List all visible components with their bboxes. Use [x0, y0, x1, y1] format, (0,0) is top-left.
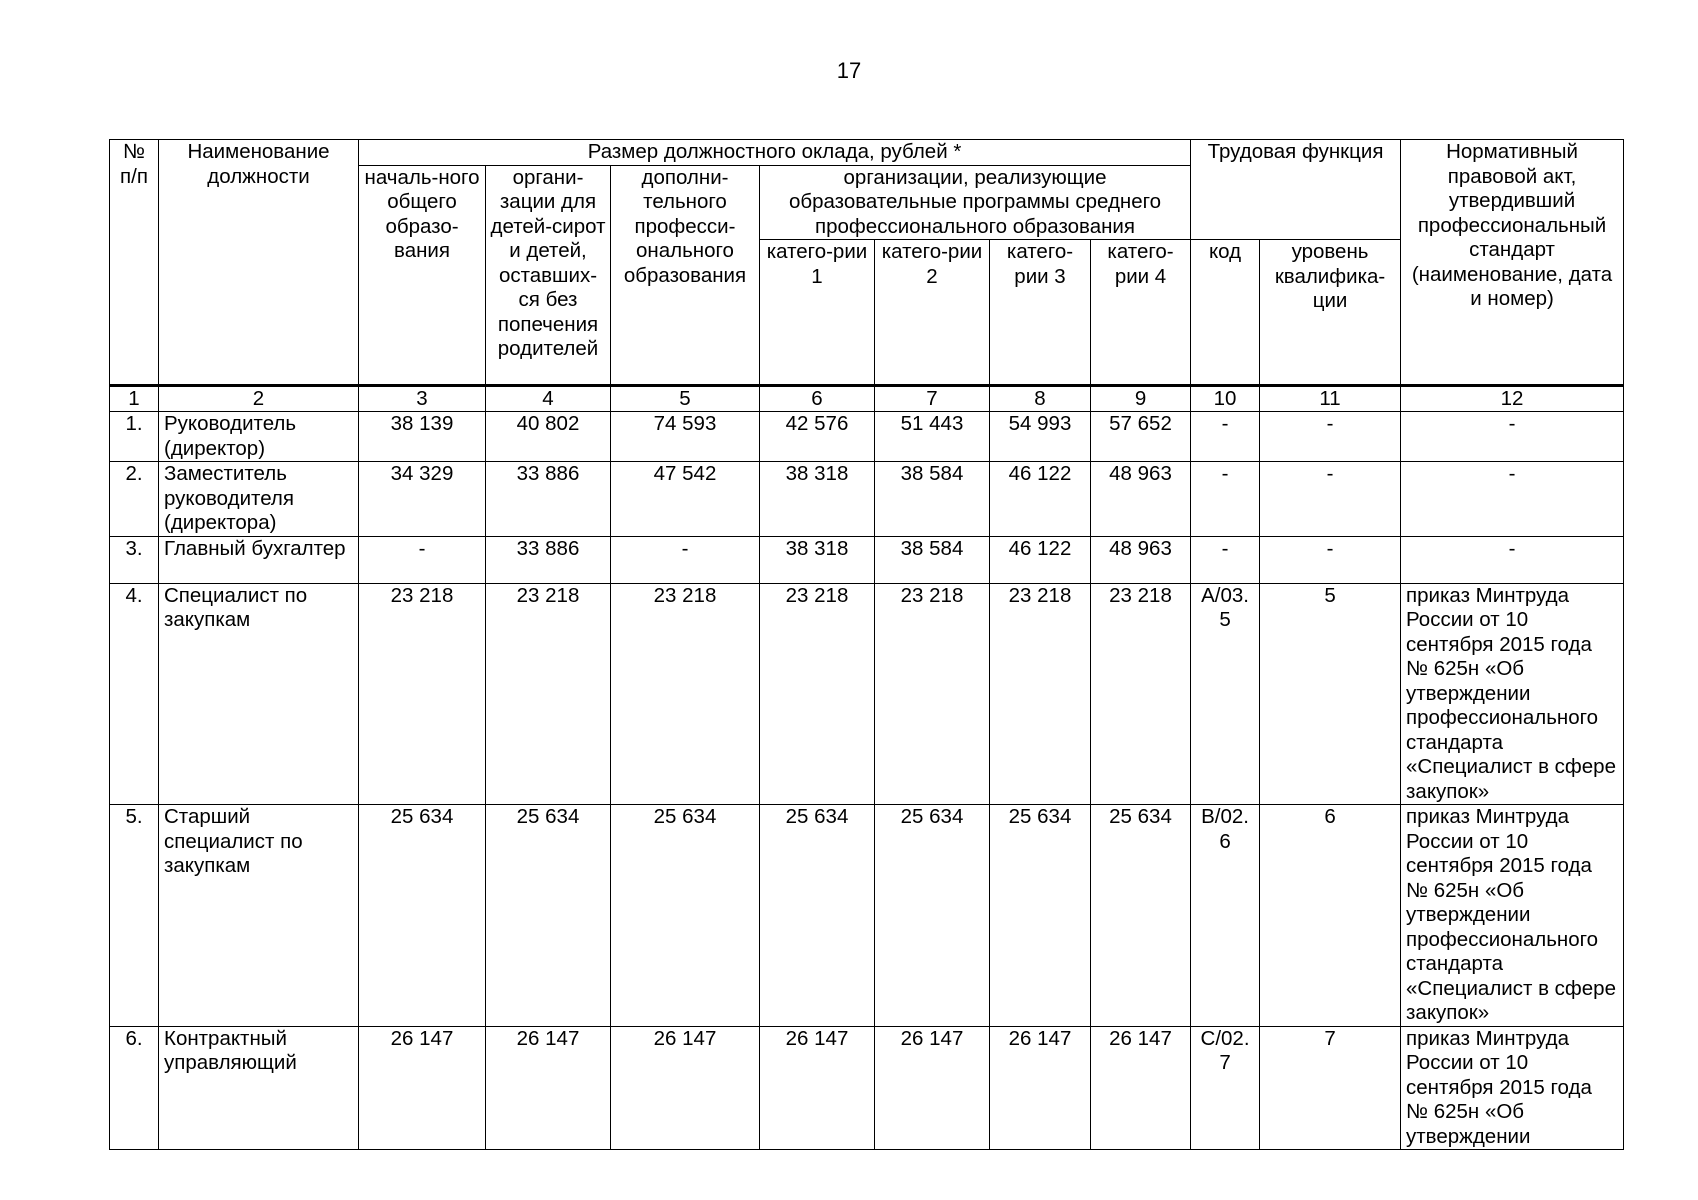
header-category-4: катего-рии 4	[1091, 240, 1191, 386]
column-number-row	[110, 386, 1624, 412]
page-number: 17	[836, 58, 862, 83]
salary-cell: 23 218	[486, 583, 611, 805]
header-num: № п/п	[110, 140, 159, 386]
header-normative-act: Нормативный правовой акт, утвердивший профессиональный стандарт (наименование, дата и номер)	[1401, 140, 1624, 386]
position-name: Контрактный управляющий	[159, 1026, 359, 1150]
qualification-level: -	[1260, 462, 1401, 537]
table-row	[110, 536, 1624, 583]
table-row	[110, 583, 1624, 805]
salary-cell: 23 218	[611, 583, 760, 805]
column-number: 9	[1091, 386, 1191, 412]
position-name: Руководитель (директор)	[159, 412, 359, 462]
salary-cell: 34 329	[359, 462, 486, 537]
salary-cell: -	[611, 536, 760, 583]
column-number: 7	[875, 386, 990, 412]
column-number: 2	[159, 386, 359, 412]
normative-act: -	[1401, 462, 1624, 537]
header-category-2: катего-рии 2	[875, 240, 990, 386]
salary-cell: 48 963	[1091, 536, 1191, 583]
salary-cell: 54 993	[990, 412, 1091, 462]
salary-cell: 38 584	[875, 536, 990, 583]
header-salary-group: Размер должностного оклада, рублей *	[359, 140, 1191, 166]
position-name: Старший специалист по закупкам	[159, 805, 359, 1027]
row-number: 1.	[110, 412, 159, 462]
position-name: Главный бухгалтер	[159, 536, 359, 583]
salary-cell: 26 147	[760, 1026, 875, 1150]
salary-cell: 38 139	[359, 412, 486, 462]
salary-cell: 25 634	[359, 805, 486, 1027]
column-number: 5	[611, 386, 760, 412]
function-code: -	[1191, 462, 1260, 537]
salary-cell: 26 147	[1091, 1026, 1191, 1150]
row-number: 4.	[110, 583, 159, 805]
salary-cell: 25 634	[760, 805, 875, 1027]
column-number: 1	[110, 386, 159, 412]
salary-cell: 38 318	[760, 536, 875, 583]
salary-cell: 23 218	[359, 583, 486, 805]
header-category-3: катего-рии 3	[990, 240, 1091, 386]
position-name: Заместитель руководителя (директора)	[159, 462, 359, 537]
salary-cell: 38 318	[760, 462, 875, 537]
salary-cell: 42 576	[760, 412, 875, 462]
salary-cell: 46 122	[990, 462, 1091, 537]
qualification-level: 6	[1260, 805, 1401, 1027]
salary-cell: 23 218	[1091, 583, 1191, 805]
qualification-level: 5	[1260, 583, 1401, 805]
table-row	[110, 412, 1624, 462]
salary-cell: 26 147	[486, 1026, 611, 1150]
normative-act: приказ Минтруда России от 10 сентября 2015 года № 625н «Об утверждении профессионального стандарта «Специалист в сфере закупок»	[1401, 805, 1624, 1027]
column-number: 11	[1260, 386, 1401, 412]
salary-cell: 25 634	[611, 805, 760, 1027]
table-row	[110, 462, 1624, 537]
salary-cell: 26 147	[359, 1026, 486, 1150]
qualification-level: -	[1260, 412, 1401, 462]
row-number: 5.	[110, 805, 159, 1027]
salary-table	[109, 139, 1624, 1150]
salary-cell: 26 147	[990, 1026, 1091, 1150]
header-orphans: органи-зации для детей-сирот и детей, оставших-ся без попечения родителей	[486, 165, 611, 386]
normative-act: -	[1401, 412, 1624, 462]
salary-cell: 74 593	[611, 412, 760, 462]
column-number: 3	[359, 386, 486, 412]
salary-cell: 46 122	[990, 536, 1091, 583]
salary-cell: 33 886	[486, 462, 611, 537]
column-number: 12	[1401, 386, 1624, 412]
salary-cell: 23 218	[990, 583, 1091, 805]
salary-cell: 51 443	[875, 412, 990, 462]
salary-cell: 47 542	[611, 462, 760, 537]
header-row-1	[110, 140, 1624, 166]
column-number: 4	[486, 386, 611, 412]
function-code: C/02. 7	[1191, 1026, 1260, 1150]
table-row	[110, 1026, 1624, 1150]
salary-cell: 25 634	[990, 805, 1091, 1027]
header-position-name: Наименование должности	[159, 140, 359, 386]
function-code: -	[1191, 412, 1260, 462]
column-number: 10	[1191, 386, 1260, 412]
header-qualification-level: уровень квалифика-ции	[1260, 240, 1401, 386]
function-code: -	[1191, 536, 1260, 583]
salary-cell: 40 802	[486, 412, 611, 462]
row-number: 6.	[110, 1026, 159, 1150]
salary-cell: 25 634	[875, 805, 990, 1027]
function-code: B/02. 6	[1191, 805, 1260, 1027]
header-secondary-prof-orgs: организации, реализующие образовательные программы среднего профессионального образования	[760, 165, 1191, 240]
salary-cell: 25 634	[486, 805, 611, 1027]
header-code: код	[1191, 240, 1260, 386]
salary-cell: 23 218	[760, 583, 875, 805]
normative-act: приказ Минтруда России от 10 сентября 2015 года № 625н «Об утверждении	[1401, 1026, 1624, 1150]
qualification-level: -	[1260, 536, 1401, 583]
salary-cell: -	[359, 536, 486, 583]
header-category-1: катего-рии 1	[760, 240, 875, 386]
column-number: 8	[990, 386, 1091, 412]
row-number: 2.	[110, 462, 159, 537]
table-row	[110, 805, 1624, 1027]
salary-cell: 23 218	[875, 583, 990, 805]
normative-act: приказ Минтруда России от 10 сентября 2015 года № 625н «Об утверждении профессионального стандарта «Специалист в сфере закупок»	[1401, 583, 1624, 805]
qualification-level: 7	[1260, 1026, 1401, 1150]
position-name: Специалист по закупкам	[159, 583, 359, 805]
salary-cell: 57 652	[1091, 412, 1191, 462]
salary-cell: 38 584	[875, 462, 990, 537]
salary-cell: 25 634	[1091, 805, 1191, 1027]
salary-cell: 26 147	[875, 1026, 990, 1150]
header-additional-prof: дополни-тельного професси-онального образования	[611, 165, 760, 386]
salary-cell: 33 886	[486, 536, 611, 583]
header-labor-function: Трудовая функция	[1191, 140, 1401, 240]
function-code: A/03. 5	[1191, 583, 1260, 805]
salary-cell: 26 147	[611, 1026, 760, 1150]
row-number: 3.	[110, 536, 159, 583]
column-number: 6	[760, 386, 875, 412]
salary-cell: 48 963	[1091, 462, 1191, 537]
normative-act: -	[1401, 536, 1624, 583]
header-primary-general: началь-ного общего образо-вания	[359, 165, 486, 386]
